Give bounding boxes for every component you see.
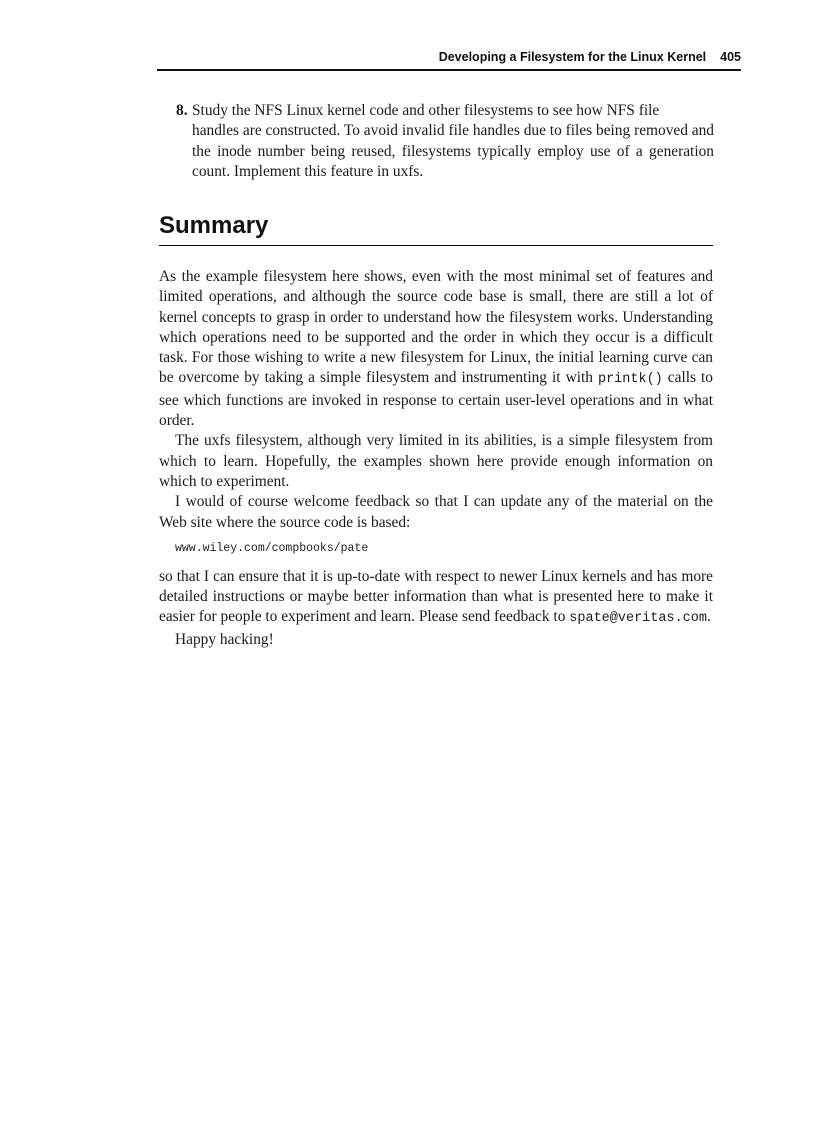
paragraph-1 [159, 267, 713, 431]
header-rule [157, 69, 741, 71]
paragraph-2: The uxfs filesystem, although very limited in its abilities, is a simple filesystem from which to learn. Hopefully, the examples shown here provide enough information on which to experiment. [159, 432, 713, 490]
exercise-number: 8. [176, 102, 188, 119]
para4-text-a: so that I can ensure that it is up-to-date with respect to newer Linux kernels and has more detailed instructions or maybe better information than what is presented here to make it easier for people to experiment and learn. Please send feedback to [159, 567, 713, 626]
chapter-title: Developing a Filesystem for the Linux Kernel [438, 50, 707, 64]
running-header [157, 48, 741, 66]
feedback-email: spate@veritas.com [569, 611, 707, 627]
section-title: Summary [159, 212, 269, 239]
page-number: 405 [720, 50, 741, 64]
exercise-text-rest: handles are constructed. To avoid invalid file handles due to files being removed and the inode number being reused, filesystems typically employ use of a generation count. Implement this feature in uxfs. [192, 122, 714, 180]
exercise-first-line [176, 101, 714, 121]
summary-body [159, 267, 713, 650]
para1-text-a: As the example filesystem here shows, even with the most minimal set of features and limited operations, and although the source code base is small, there are still a lot of kernel concepts to grasp in order to understand how the filesystem works. Understanding which operations need to be supported and the order in which they occur is a difficult task. For those wishing to write a new filesystem for Linux, the initial learning curve can be overcome by taking a simple filesystem and instrumenting it with [159, 268, 713, 387]
source-url-code: www.wiley.com/compbooks/pate [175, 541, 369, 555]
para4-text-b: . [707, 608, 711, 626]
paragraph-5: Happy hacking! [175, 630, 274, 648]
paragraph-3: I would of course welcome feedback so that I can update any of the material on the Web site where the source code is based: [159, 493, 713, 531]
section-rule [159, 245, 713, 246]
exercise-item [176, 101, 714, 182]
printk-code: printk() [597, 372, 663, 388]
para1-text-b: calls to see which functions are invoked in response to certain user-level operations and in what order. [159, 369, 713, 430]
paragraph-4 [159, 567, 713, 630]
exercise-text-line1: Study the NFS Linux kernel code and other filesystems to see how NFS file [192, 102, 660, 119]
